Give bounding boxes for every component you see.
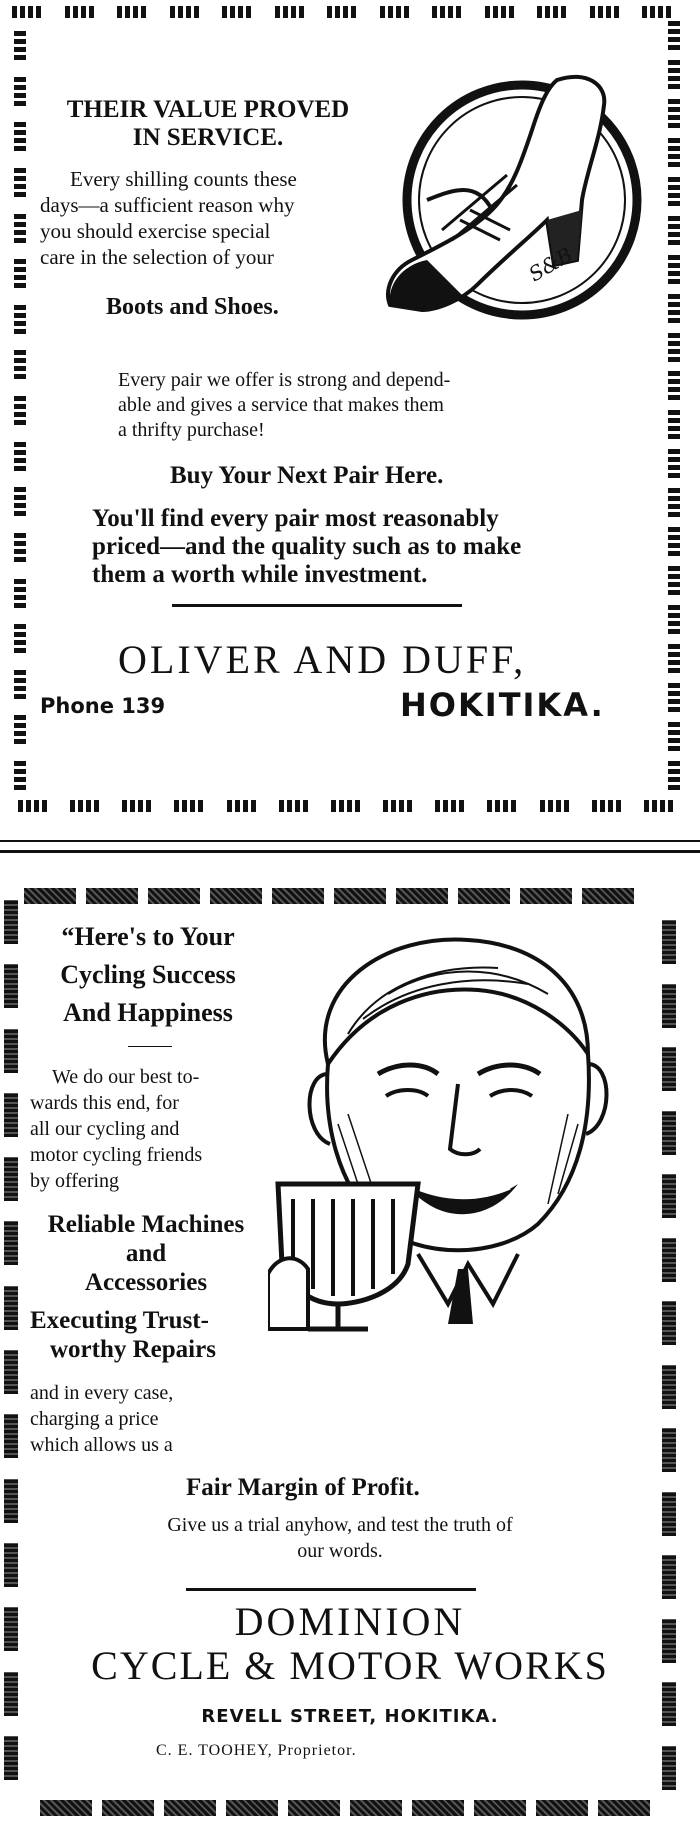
- offer-1-line-2: and: [125, 1240, 167, 1267]
- body-line-3: a thrifty purchase!: [118, 419, 265, 441]
- offer-machines: [28, 1210, 264, 1297]
- margin-heading: Fair Margin of Profit.: [186, 1474, 420, 1501]
- headline: [30, 918, 266, 1032]
- price-line-3: which allows us a: [30, 1434, 173, 1456]
- intro-line-1: Every shilling counts these: [70, 167, 297, 191]
- headline-line-2: IN SERVICE.: [132, 124, 284, 151]
- price-line-1: and in every case,: [30, 1382, 174, 1404]
- ad-oliver-duff: [0, 0, 700, 820]
- product-heading: Boots and Shoes.: [106, 294, 279, 320]
- intro-line-3: all our cycling and: [30, 1118, 180, 1140]
- page-separator-bottom: [0, 850, 700, 853]
- trial-line-2: our words.: [297, 1540, 383, 1562]
- town-name: HOKITIKA.: [400, 686, 605, 724]
- firm-name-line-2: CYCLE & MOTOR WORKS: [91, 1643, 609, 1688]
- address: REVELL STREET, HOKITIKA.: [201, 1706, 499, 1727]
- intro-text: [40, 166, 380, 270]
- short-divider: [128, 1046, 172, 1047]
- proprietor: C. E. TOOHEY, Proprietor.: [156, 1742, 357, 1759]
- price-line-3: them a worth while investment.: [92, 561, 428, 588]
- intro-line-4: motor cycling friends: [30, 1144, 203, 1166]
- trial-text: [70, 1512, 610, 1564]
- intro-line-3: you should exercise special: [40, 219, 271, 243]
- headline-line-1: “Here's to Your: [61, 922, 235, 951]
- intro-line-2: wards this end, for: [30, 1092, 179, 1114]
- ornament-border-left: [14, 30, 26, 790]
- man-with-glass-illustration: [268, 924, 660, 1334]
- shoe-illustration: [382, 60, 662, 350]
- cta-heading: Buy Your Next Pair Here.: [170, 462, 444, 489]
- intro-text: [30, 1064, 266, 1194]
- intro-line-1: We do our best to-: [52, 1066, 200, 1088]
- offer-2-line-2: worthy Repairs: [50, 1336, 216, 1363]
- ornament-border-top: [12, 6, 672, 20]
- page-separator-top: [0, 840, 700, 842]
- price-text: [30, 1380, 266, 1458]
- offer-2-line-1: Executing Trust-: [30, 1307, 209, 1334]
- price-line-2: charging a price: [30, 1408, 159, 1430]
- offer-1-line-1: Reliable Machines: [47, 1211, 245, 1238]
- intro-line-5: by offering: [30, 1170, 120, 1192]
- price-line-2: priced—and the quality such as to make: [92, 533, 522, 560]
- ornament-border-bottom: [18, 800, 674, 814]
- ornament-border-right: [668, 20, 680, 790]
- headline-line-1: THEIR VALUE PROVED: [66, 96, 350, 123]
- offer-repairs: [30, 1306, 266, 1364]
- body-line-1: Every pair we offer is strong and depend-: [118, 369, 451, 391]
- headline: [38, 96, 378, 152]
- intro-line-2: days—a sufficient reason why: [40, 193, 295, 217]
- phone-number: Phone 139: [40, 694, 166, 718]
- shoe-logo-text: S&B: [524, 242, 577, 287]
- body-line-2: able and gives a service that makes them: [118, 394, 444, 416]
- firm-name-line-1: DOMINION: [234, 1599, 466, 1644]
- firm-name: OLIVER AND DUFF,: [118, 637, 527, 682]
- intro-line-4: care in the selection of your: [40, 245, 274, 269]
- divider-rule: [186, 1588, 476, 1591]
- price-line-1: You'll find every pair most reasonably: [92, 505, 499, 532]
- divider-rule: [172, 604, 462, 607]
- block-border-top: [24, 888, 634, 904]
- price-text: [92, 505, 652, 589]
- headline-line-2: Cycling Success: [60, 960, 236, 989]
- trial-line-1: Give us a trial anyhow, and test the truth of: [167, 1514, 513, 1536]
- ad-dominion-cycle: [0, 860, 700, 1825]
- body-text: [118, 368, 638, 443]
- headline-line-3: And Happiness: [63, 998, 233, 1027]
- block-border-bottom: [40, 1800, 650, 1816]
- offer-1-line-3: Accessories: [84, 1269, 208, 1296]
